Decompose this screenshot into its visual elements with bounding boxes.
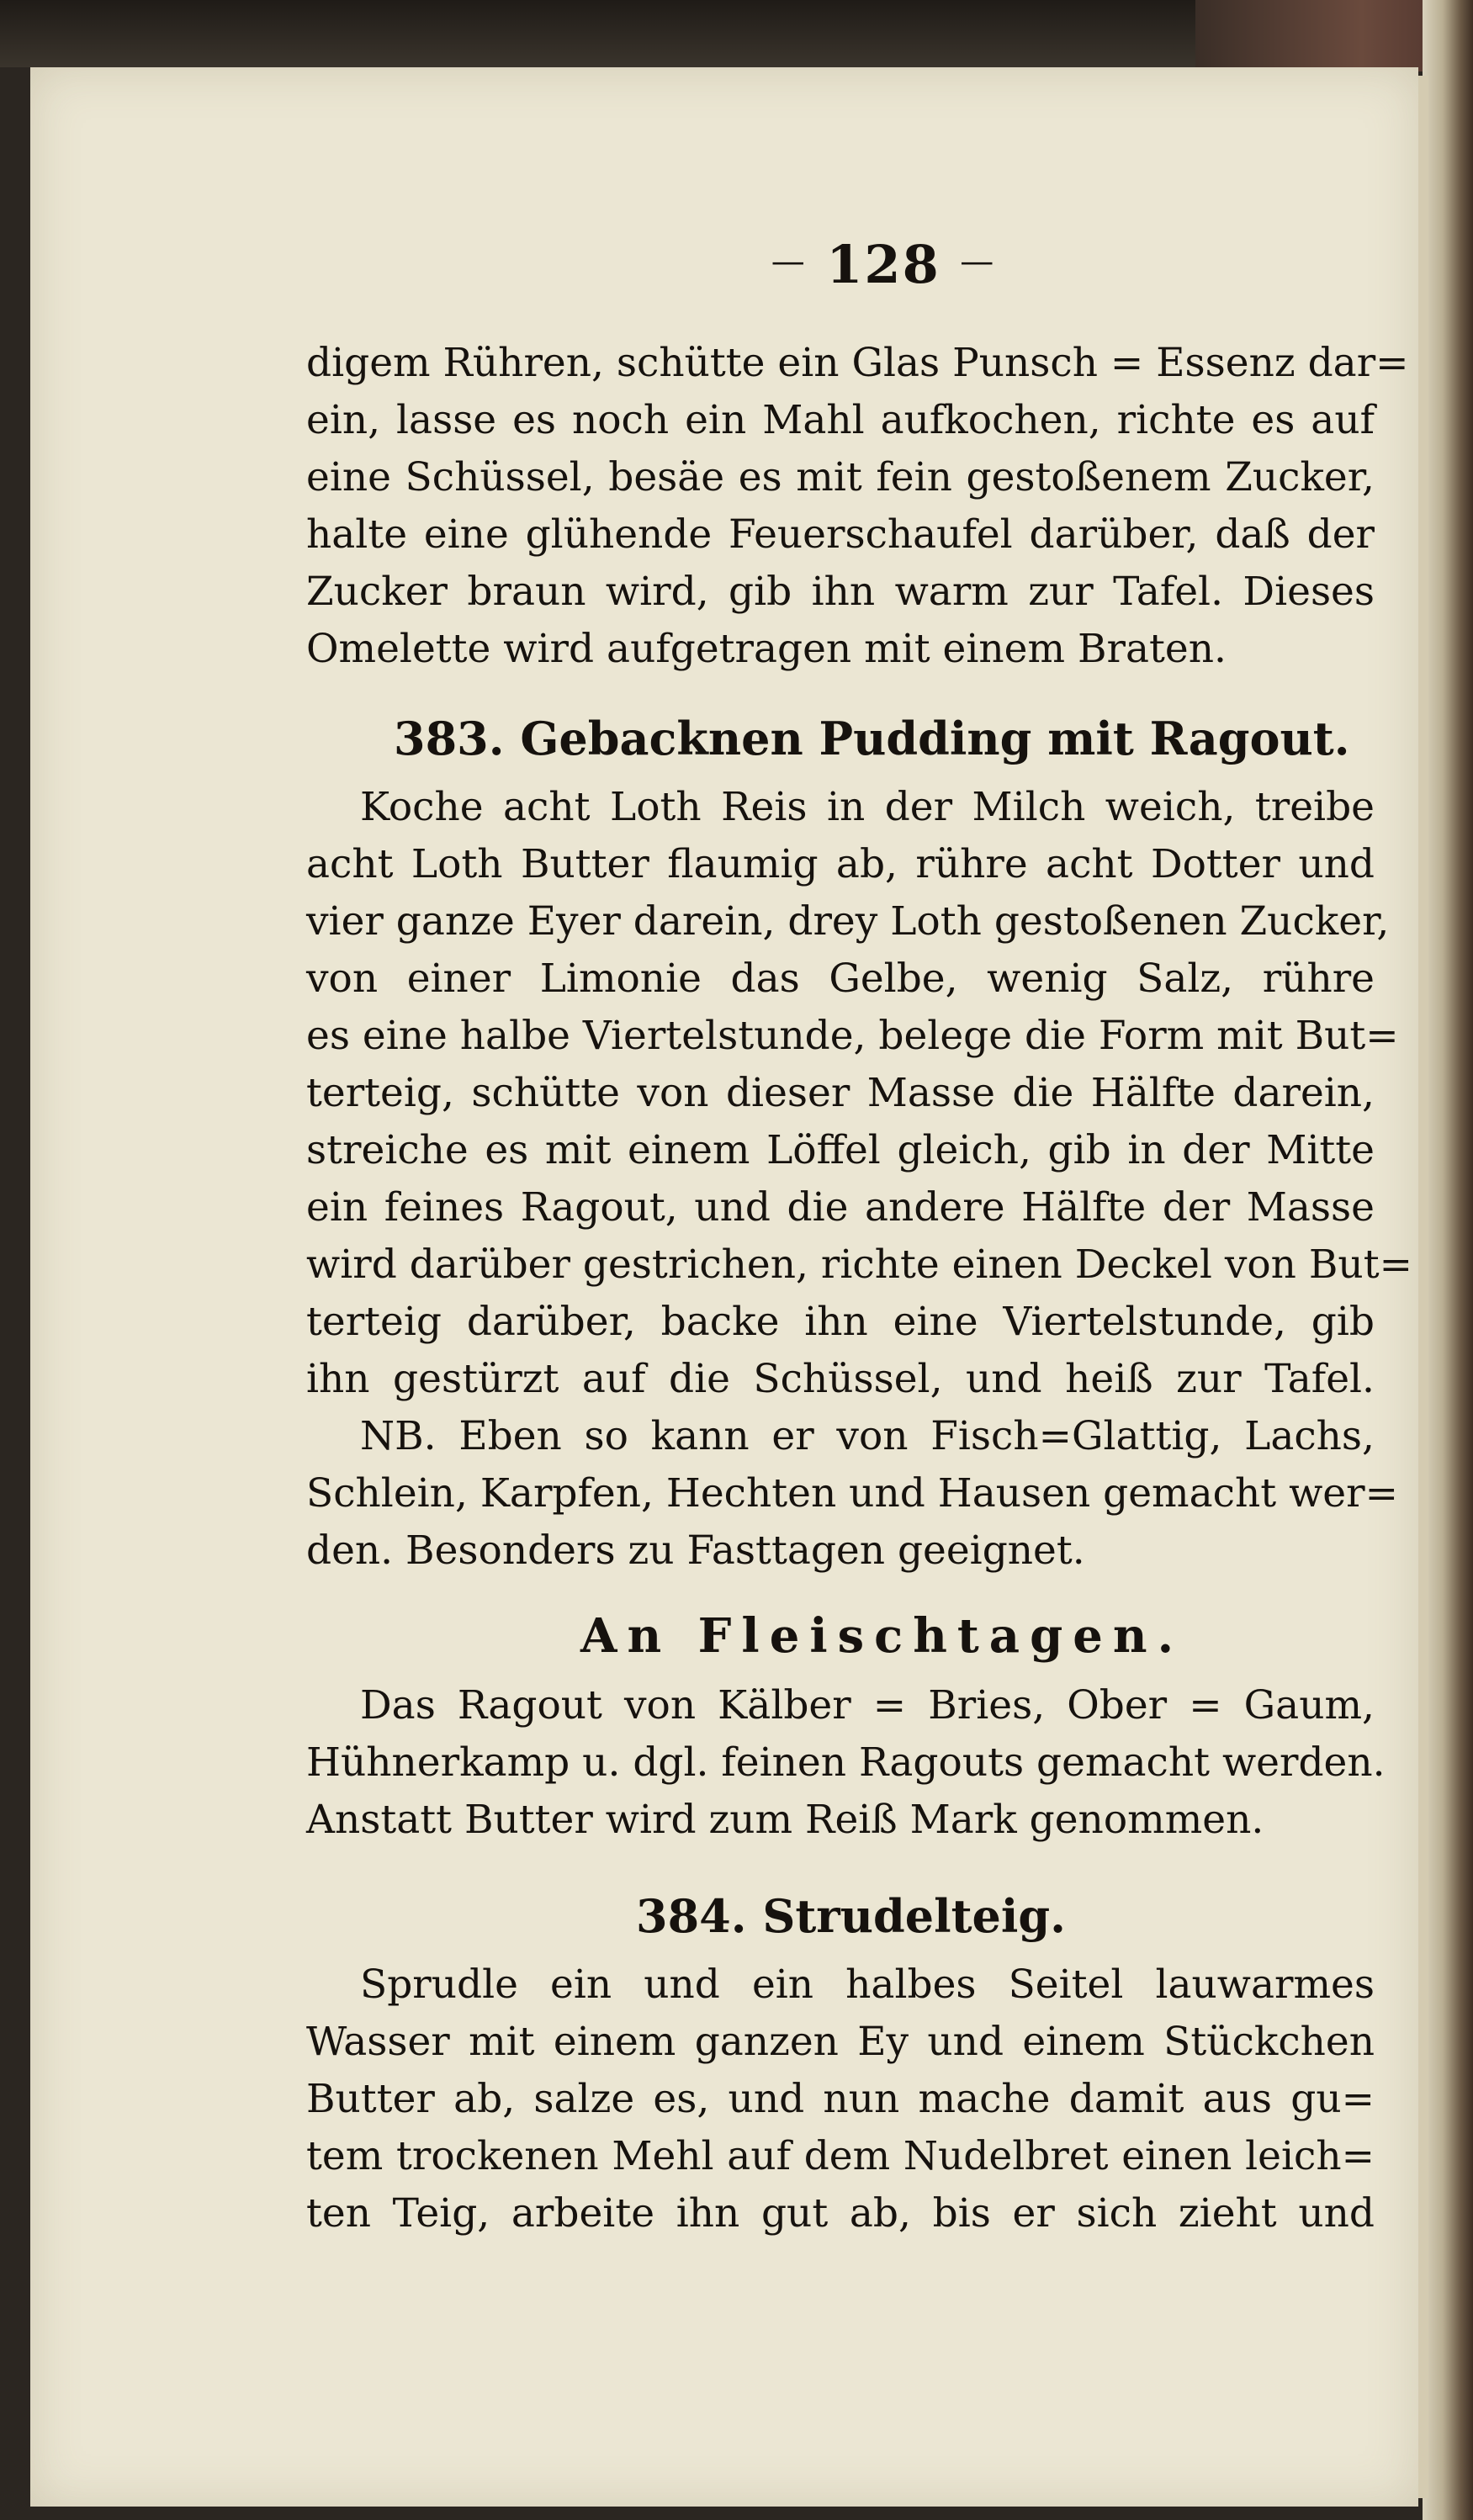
text-line: wird darüber gestrichen, richte einen Deckel von But= <box>306 1241 1412 1288</box>
text-line: Wasser mit einem ganzen Ey und einem Stückchen <box>306 2019 1375 2065</box>
text-line: Anstatt Butter wird zum Reiß Mark genommen. <box>306 1797 1264 1843</box>
recipe-383-title: 383. Gebacknen Pudding mit Ragout. <box>394 712 1350 765</box>
text-line: eine Schüssel, besäe es mit fein gestoßenem Zucker, <box>306 454 1375 500</box>
text-line: Zucker braun wird, gib ihn warm zur Tafel. Dieses <box>306 569 1375 615</box>
text-line: Das Ragout von Kälber = Bries, Ober = Gaum, <box>360 1682 1375 1729</box>
text-line: tem trockenen Mehl auf dem Nudelbret einen leich= <box>306 2133 1375 2179</box>
text-line: halte eine glühende Feuerschaufel darüber, daß der <box>306 511 1375 558</box>
text-line: ihn gestürzt auf die Schüssel, und heiß zur Tafel. <box>306 1356 1375 1402</box>
text-line: acht Loth Butter flaumig ab, rühre acht Dotter und <box>306 841 1375 887</box>
page-edge <box>1418 76 1428 2498</box>
text-line: vier ganze Eyer darein, drey Loth gestoßenen Zucker, <box>306 898 1390 945</box>
text-line: es eine halbe Viertelstunde, belege die Form mit But= <box>306 1013 1399 1059</box>
page-number-header <box>771 234 996 295</box>
text-line: Koche acht Loth Reis in der Milch weich, treibe <box>360 784 1375 830</box>
text-line: ein, lasse es noch ein Mahl aufkochen, richte es auf <box>306 397 1375 443</box>
recipe-384-title: 384. Strudelteig. <box>636 1889 1066 1943</box>
text-line: terteig darüber, backe ihn eine Viertelstunde, gib <box>306 1299 1375 1345</box>
text-line: Butter ab, salze es, und nun mache damit aus gu= <box>306 2076 1375 2122</box>
text-line: Omelette wird aufgetragen mit einem Braten. <box>306 626 1227 672</box>
page-number: 128 <box>826 234 940 295</box>
subheading-fleischtagen: An Fleischtagen. <box>580 1608 1184 1664</box>
text-line: terteig, schütte von dieser Masse die Hälfte darein, <box>306 1070 1375 1116</box>
book-spine-edge <box>1423 0 1473 2520</box>
text-line: ein feines Ragout, und die andere Hälfte der Masse <box>306 1184 1375 1231</box>
left-ornament: — <box>771 242 807 281</box>
text-line: Schlein, Karpfen, Hechten und Hausen gemacht wer= <box>306 1470 1398 1517</box>
text-line: Sprudle ein und ein halbes Seitel lauwarmes <box>360 1961 1375 2008</box>
right-ornament: — <box>960 242 996 281</box>
text-line: ten Teig, arbeite ihn gut ab, bis er sich zieht und <box>306 2190 1375 2237</box>
text-line: Hühnerkamp u. dgl. feinen Ragouts gemacht werden. <box>306 1739 1386 1786</box>
text-line: von einer Limonie das Gelbe, wenig Salz, rühre <box>306 956 1375 1002</box>
text-line: streiche es mit einem Löffel gleich, gib in der Mitte <box>306 1127 1375 1173</box>
text-line: NB. Eben so kann er von Fisch=Glattig, Lachs, <box>360 1413 1375 1459</box>
text-line: den. Besonders zu Fasttagen geeignet. <box>306 1527 1085 1574</box>
text-line: digem Rühren, schütte ein Glas Punsch = Essenz dar= <box>306 340 1409 386</box>
